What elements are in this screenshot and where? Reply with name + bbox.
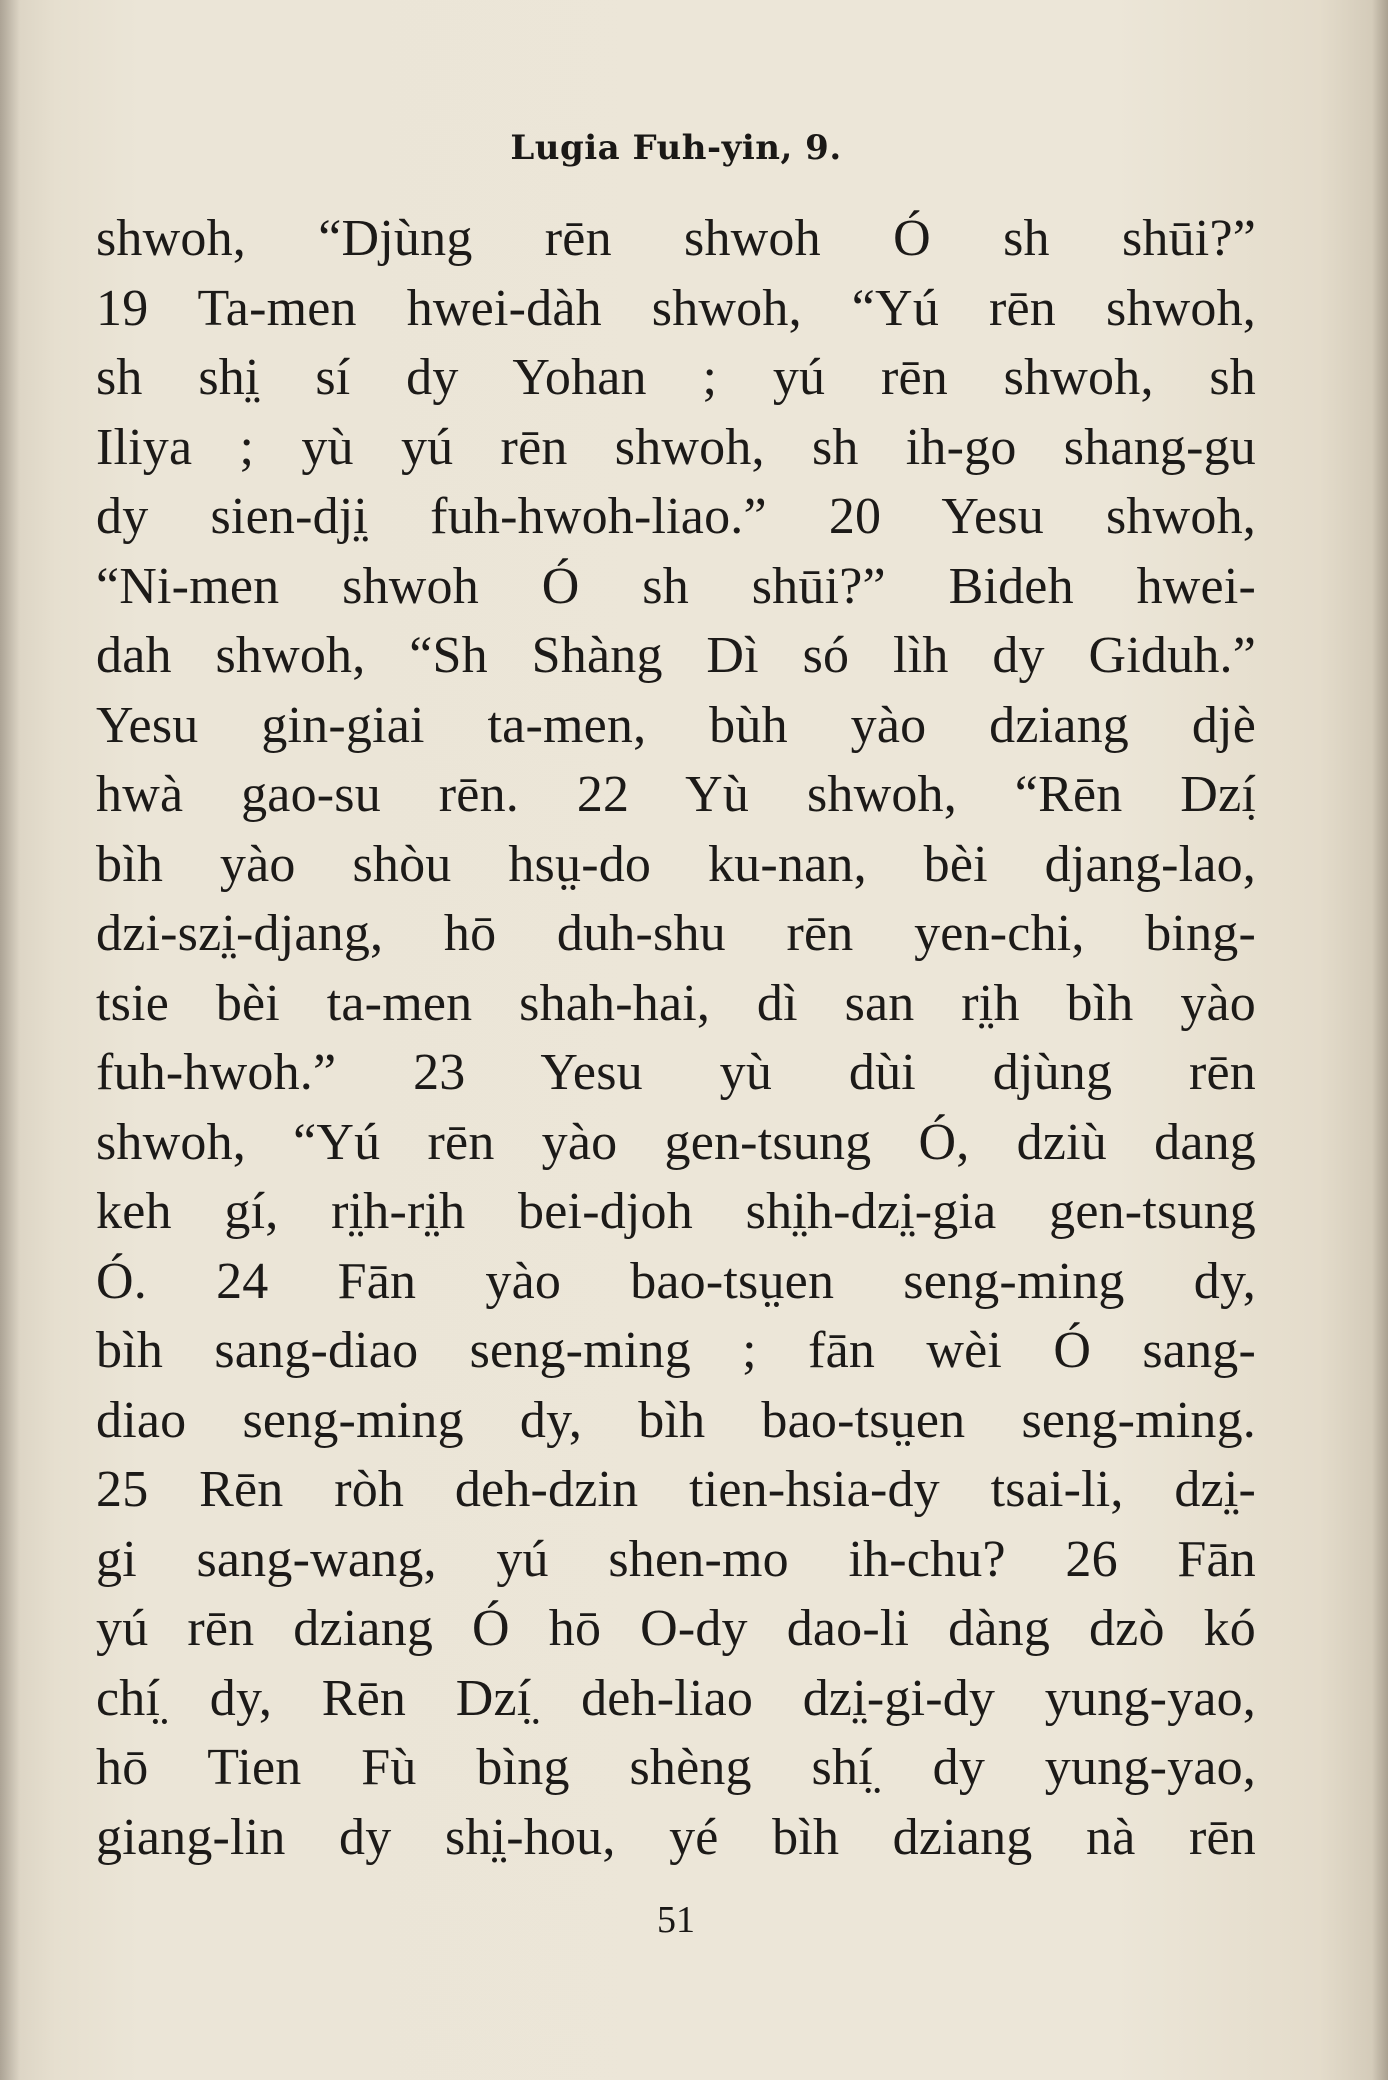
text-line: hwà gao-su rēn. 22 Yù shwoh, “Rēn Dzí̤: [96, 766, 1256, 823]
text-line: bìh sang-diao seng-ming ; fān wèi Ó sang-: [96, 1322, 1256, 1379]
text-line: dah shwoh, “Sh Shàng Dì só lìh dy Giduh.”: [96, 627, 1256, 684]
text-line: gi sang-wang, yú shen-mo ih-chu? 26 Fān: [96, 1530, 1256, 1588]
text-line: shwoh, “Djùng rēn shwoh Ó sh shūi?”: [96, 210, 1256, 267]
text-line: chí̤ dy, Rēn Dzí̤ deh-liao dzi̤-gi-dy yung-yao,: [96, 1669, 1256, 1727]
text-line: Yesu gin-giai ta-men, bùh yào dziang djè: [96, 696, 1256, 754]
running-head: Lugia Fuh-yin, 9.: [510, 128, 842, 168]
text-line: tsie bèi ta-men shah-hai, dì san ri̤h bìh yào: [96, 974, 1256, 1032]
page-edge-shadow: [1372, 0, 1388, 2080]
text-line: diao seng-ming dy, bìh bao-tsṳen seng-ming.: [96, 1391, 1256, 1449]
text-line: dy sien-dji̤ fuh-hwoh-liao.” 20 Yesu shwoh,: [96, 488, 1256, 545]
text-line: Iliya ; yù yú rēn shwoh, sh ih-go shang-gu: [96, 418, 1256, 476]
text-line: “Ni-men shwoh Ó sh shūi?” Bideh hwei-: [96, 557, 1256, 615]
text-line: 25 Rēn ròh deh-dzin tien-hsia-dy tsai-li, dzi̤-: [96, 1461, 1256, 1518]
text-line: dzi-szi̤-djang, hō duh-shu rēn yen-chi, bing-: [96, 905, 1256, 962]
text-line: hō Tien Fù bìng shèng shí̤ dy yung-yao,: [96, 1739, 1256, 1796]
text-line: fuh-hwoh.” 23 Yesu yù dùi djùng rēn: [96, 1044, 1256, 1101]
text-line: bìh yào shòu hsṳ-do ku-nan, bèi djang-lao,: [96, 835, 1256, 893]
text-line: Ó. 24 Fān yào bao-tsṳen seng-ming dy,: [96, 1252, 1256, 1310]
text-line: 19 Ta-men hwei-dàh shwoh, “Yú rēn shwoh,: [96, 279, 1256, 337]
text-line: sh shi̤ sí dy Yohan ; yú rēn shwoh, sh: [96, 349, 1256, 406]
book-page: [96, 128, 1256, 1948]
text-line: keh gí, ri̤h-ri̤h bei-djoh shi̤h-dzi̤-gia gen-tsung: [96, 1183, 1256, 1240]
binding-shadow: [0, 0, 20, 2080]
text-line: shwoh, “Yú rēn yào gen-tsung Ó, dziù dang: [96, 1113, 1256, 1171]
text-line: giang-lin dy shi̤-hou, yé bìh dziang nà rēn: [96, 1808, 1256, 1866]
text-line: yú rēn dziang Ó hō O-dy dao-li dàng dzò kó: [96, 1600, 1256, 1657]
body-text: [96, 204, 1256, 1872]
page-number: 51: [657, 1899, 695, 1941]
